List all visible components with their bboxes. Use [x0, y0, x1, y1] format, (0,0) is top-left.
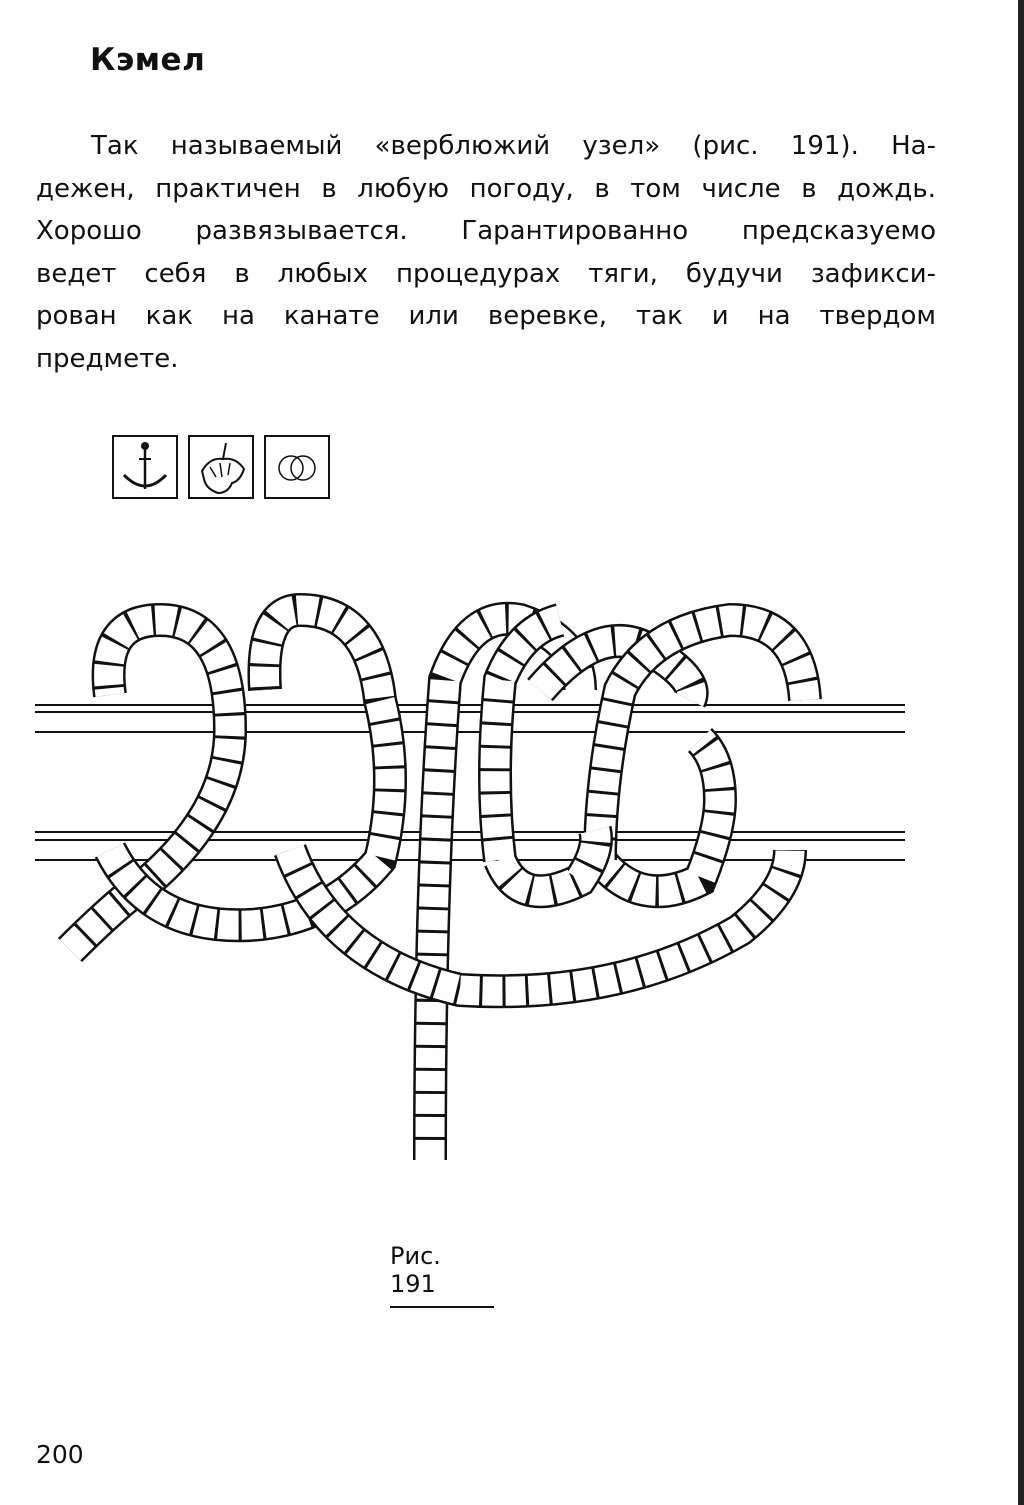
text-line: Хорошо развязывается. Гарантированно предсказуемо: [36, 216, 936, 246]
section-heading: Кэмел: [90, 42, 206, 78]
anchor-icon: [112, 435, 178, 499]
interlocking-rings-icon: [264, 435, 330, 499]
text-line: ведет себя в любых процедурах тяги, будучи зафикси-: [36, 258, 936, 289]
rod-lines: [35, 705, 905, 860]
usage-icons: [112, 435, 330, 499]
text-line: предмете.: [36, 343, 179, 374]
camel-knot-illustration: [0, 580, 1024, 1180]
page-number: 200: [36, 1440, 84, 1469]
text-line: Так называемый «верблюжий узел» (рис. 191). На-: [91, 131, 936, 161]
description-paragraph: [36, 125, 936, 380]
figure-caption: Рис. 191: [390, 1242, 494, 1308]
text-line: дежен, практичен в любую погоду, в том числе в дождь.: [36, 173, 936, 204]
text-line: рован как на канате или веревке, так и на твердом: [36, 301, 936, 331]
hazelnut-icon: [188, 435, 254, 499]
scan-edge: [1018, 0, 1024, 1505]
